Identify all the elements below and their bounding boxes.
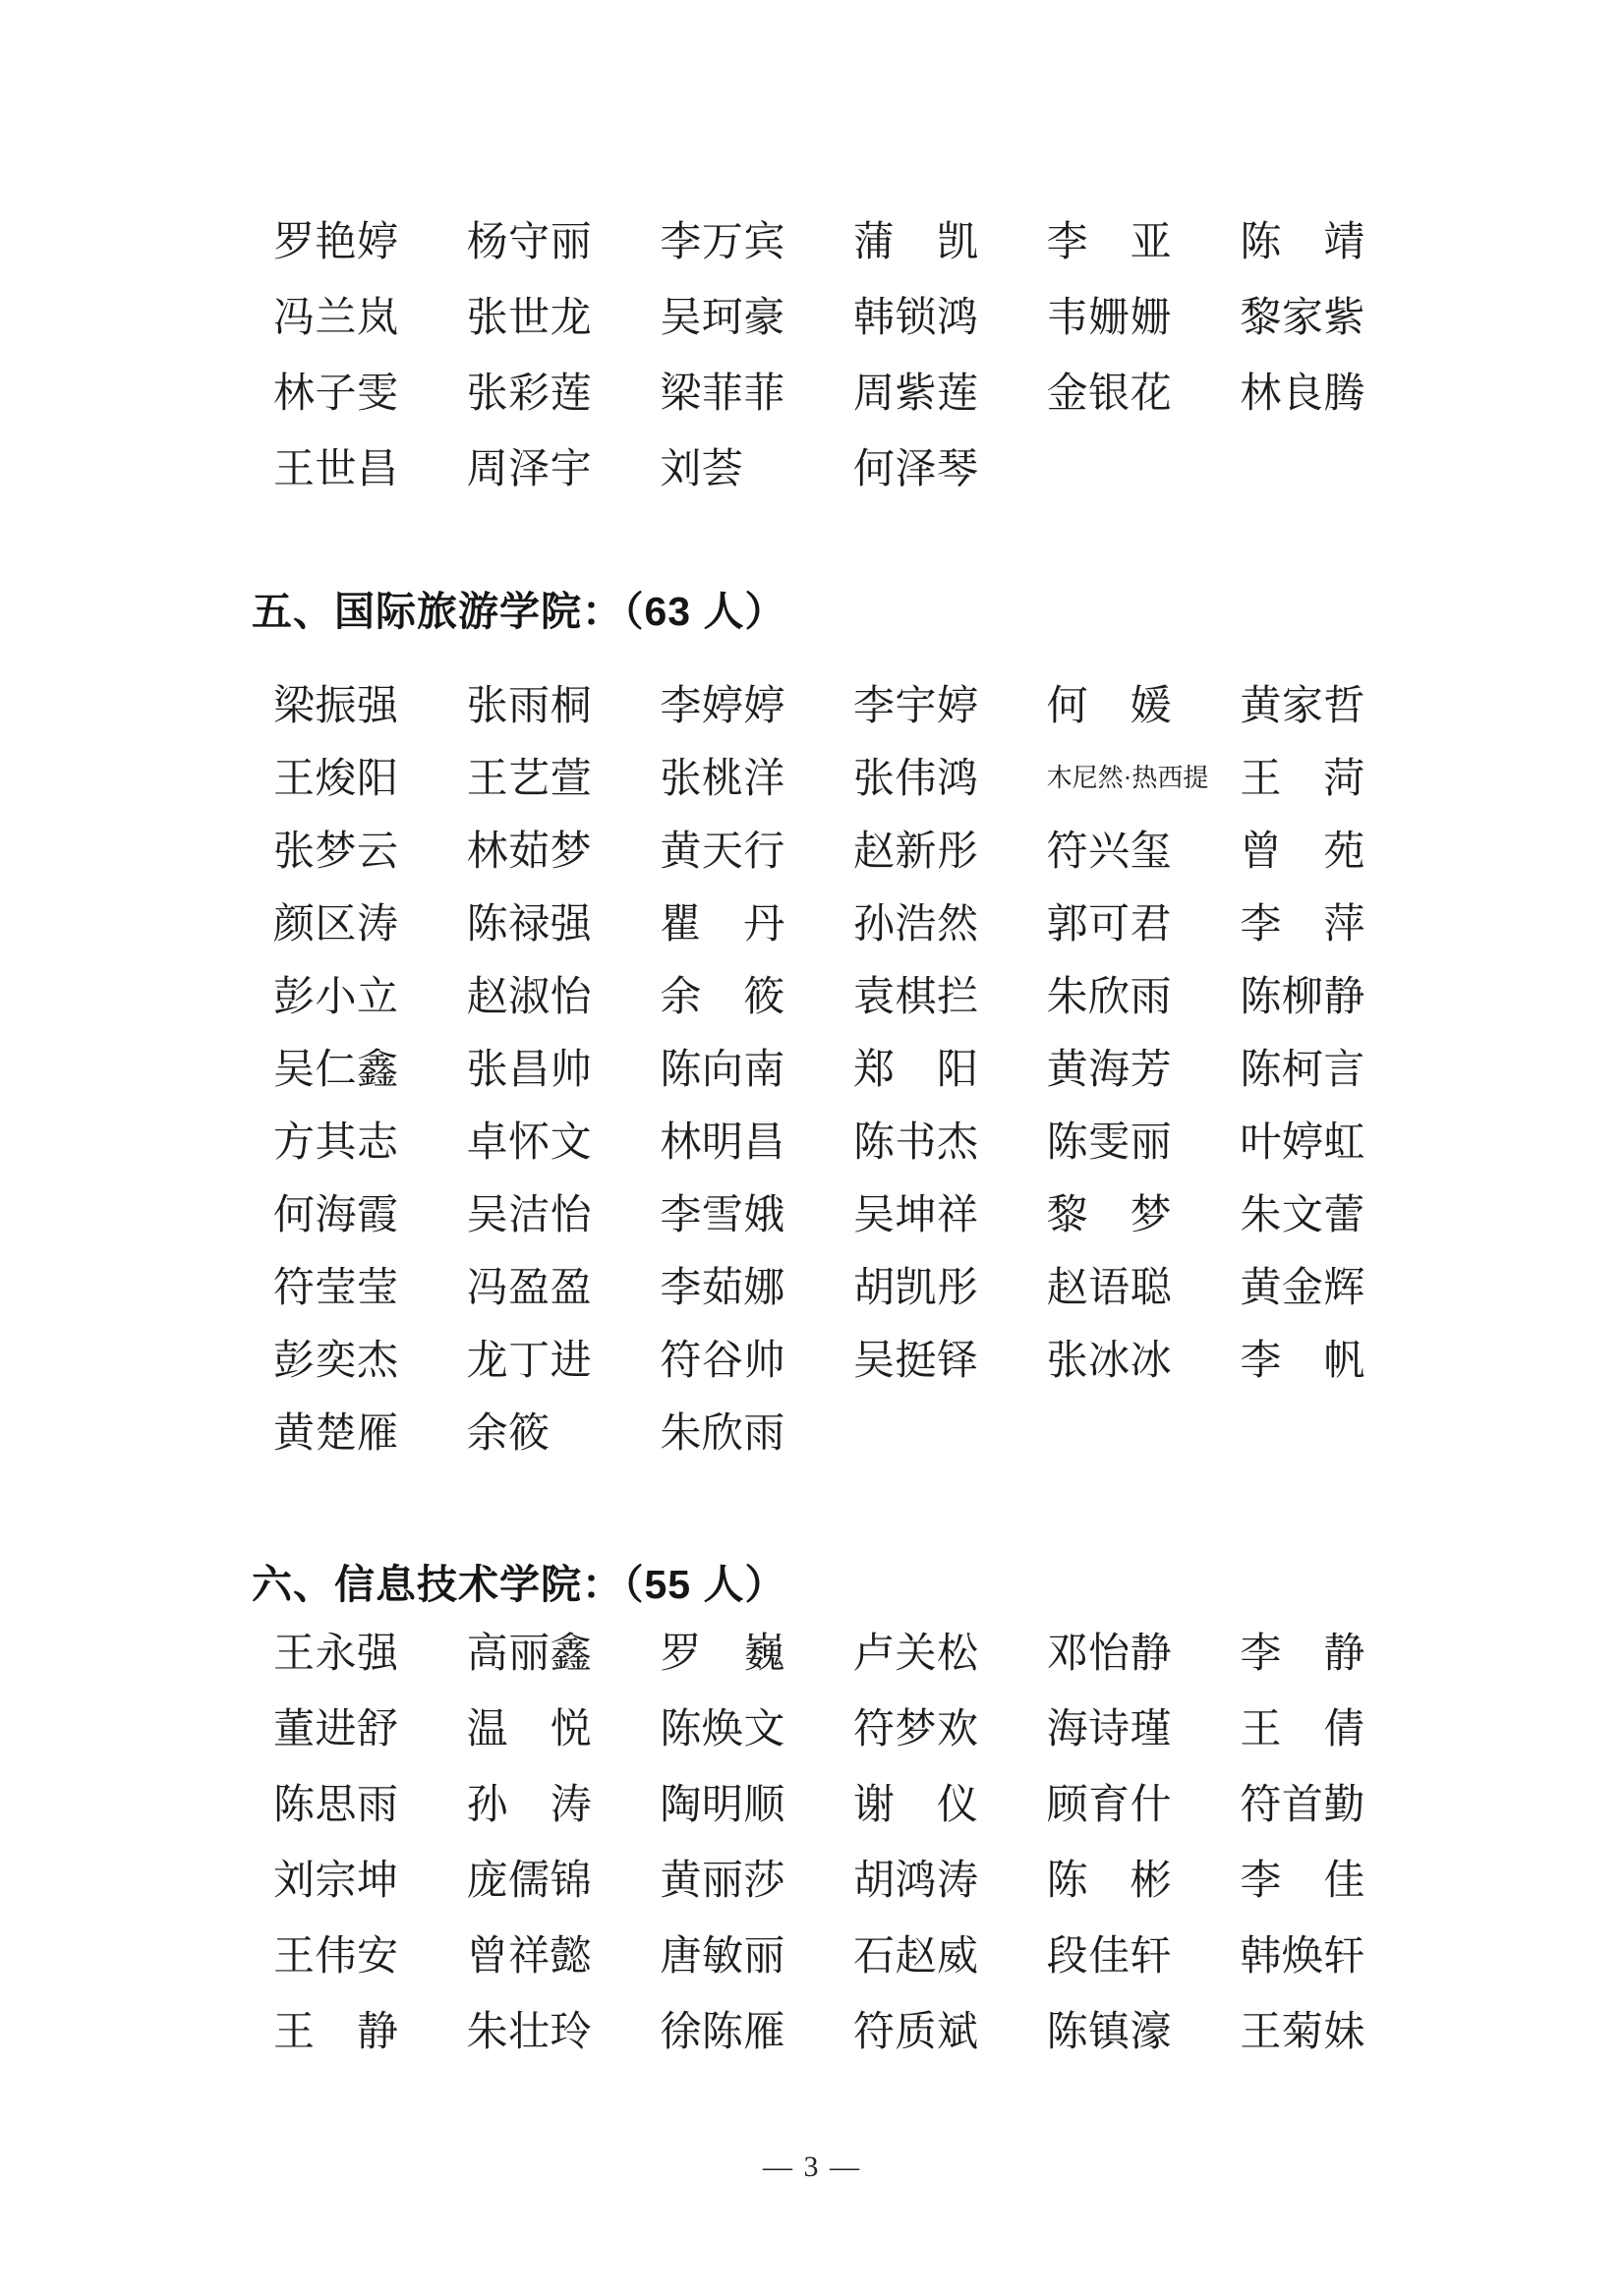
person-name: 李 亚 — [1046, 219, 1173, 265]
person-name: 庞儒锦 — [466, 1858, 593, 1904]
person-name: 陈柯言 — [1240, 1048, 1365, 1093]
person-name: 符梦欢 — [853, 1706, 979, 1752]
person-name: 符首勤 — [1240, 1782, 1365, 1828]
person-name: 陈禄强 — [466, 902, 593, 947]
person-name: 方其志 — [273, 1120, 399, 1166]
person-name: 梁菲菲 — [660, 371, 785, 417]
person-name: 周泽宇 — [466, 446, 593, 492]
person-name: 朱壮玲 — [466, 2009, 593, 2055]
person-name: 李 萍 — [1240, 902, 1365, 947]
person-name: 曾祥懿 — [466, 1933, 593, 1980]
person-name: 黄楚雁 — [273, 1411, 399, 1457]
person-name: 陶明顺 — [660, 1782, 785, 1828]
person-name: 张梦云 — [273, 830, 399, 875]
person-name: 李 佳 — [1240, 1858, 1365, 1904]
person-name: 张冰冰 — [1046, 1339, 1173, 1384]
person-name: 赵新彤 — [853, 830, 979, 875]
person-name: 黎 梦 — [1046, 1193, 1173, 1238]
person-name: 王 静 — [273, 2009, 399, 2055]
person-name: 余筱 — [466, 1411, 551, 1457]
person-name: 赵淑怡 — [466, 975, 593, 1020]
person-name: 王菊妹 — [1240, 2009, 1365, 2055]
person-name: 谢 仪 — [853, 1782, 979, 1828]
person-name: 高丽鑫 — [466, 1631, 593, 1677]
person-name: 符莹莹 — [273, 1266, 399, 1311]
person-name: 陈 靖 — [1240, 219, 1365, 265]
person-name: 黎家紫 — [1240, 295, 1365, 341]
person-name: 彭奕杰 — [273, 1339, 399, 1384]
person-name: 王 倩 — [1240, 1706, 1365, 1752]
person-name: 叶婷虹 — [1240, 1120, 1365, 1166]
person-name: 陈柳静 — [1240, 975, 1365, 1020]
person-name: 温 悦 — [466, 1706, 593, 1752]
person-name: 韩锁鸿 — [853, 295, 979, 341]
person-name: 林茹梦 — [466, 830, 593, 875]
person-name: 金银花 — [1046, 371, 1173, 417]
person-name: 曾 苑 — [1240, 830, 1365, 875]
person-name: 冯盈盈 — [466, 1266, 593, 1311]
person-name: 赵语聪 — [1046, 1266, 1173, 1311]
person-name: 张彩莲 — [466, 371, 593, 417]
person-name: 王艺萱 — [466, 757, 593, 802]
person-name: 朱欣雨 — [660, 1411, 785, 1457]
person-name: 李 静 — [1240, 1631, 1365, 1677]
person-name: 王伟安 — [273, 1933, 399, 1980]
person-name: 颜区涛 — [273, 902, 399, 947]
person-name: 吴珂豪 — [660, 295, 785, 341]
person-name: 王焌阳 — [273, 757, 399, 802]
person-name: 何泽琴 — [853, 446, 979, 492]
person-name: 黄海芳 — [1046, 1048, 1173, 1093]
person-name: 李婷婷 — [660, 684, 785, 729]
person-name: 陈雯丽 — [1046, 1120, 1173, 1166]
person-name: 符兴玺 — [1046, 830, 1173, 875]
person-name: 王 菏 — [1240, 757, 1365, 802]
person-name: 吴洁怡 — [466, 1193, 593, 1238]
person-name: 段佳轩 — [1046, 1933, 1173, 1980]
person-name: 张昌帅 — [466, 1048, 593, 1093]
person-name: 罗 巍 — [660, 1631, 785, 1677]
person-name: 唐敏丽 — [660, 1933, 785, 1980]
person-name: 朱欣雨 — [1046, 975, 1173, 1020]
page-number: — 3 — — [763, 2151, 861, 2183]
person-name: 顾育什 — [1046, 1782, 1173, 1828]
person-name: 郑 阳 — [853, 1048, 979, 1093]
person-name: 陈 彬 — [1046, 1858, 1173, 1904]
person-name: 刘荟 — [660, 446, 744, 492]
person-name: 陈思雨 — [273, 1782, 399, 1828]
person-name: 周紫莲 — [853, 371, 979, 417]
person-name: 孙浩然 — [853, 902, 979, 947]
person-name: 何 媛 — [1046, 684, 1173, 729]
person-name: 黄家哲 — [1240, 684, 1365, 729]
person-name: 李雪娥 — [660, 1193, 785, 1238]
person-name: 符质斌 — [853, 2009, 979, 2055]
person-name: 李万宾 — [660, 219, 785, 265]
person-name: 李 帆 — [1240, 1339, 1365, 1384]
person-name: 朱文蕾 — [1240, 1193, 1365, 1238]
person-name: 陈书杰 — [853, 1120, 979, 1166]
person-name: 李宇婷 — [853, 684, 979, 729]
person-name: 石赵威 — [853, 1933, 979, 1980]
person-name: 瞿 丹 — [660, 902, 785, 947]
person-name: 胡鸿涛 — [853, 1858, 979, 1904]
person-name: 海诗瑾 — [1046, 1706, 1173, 1752]
person-name: 孙 涛 — [466, 1782, 593, 1828]
person-name: 王世昌 — [273, 446, 399, 492]
person-name: 蒲 凯 — [853, 219, 979, 265]
person-name: 冯兰岚 — [273, 295, 399, 341]
person-name: 陈镇濠 — [1046, 2009, 1173, 2055]
person-name: 吴坤祥 — [853, 1193, 979, 1238]
person-name: 杨守丽 — [466, 219, 593, 265]
person-name: 陈向南 — [660, 1048, 785, 1093]
person-name: 木尼然·热西提 — [1046, 763, 1209, 792]
person-name: 黄丽莎 — [660, 1858, 785, 1904]
person-name: 梁振强 — [273, 684, 399, 729]
person-name: 黄金辉 — [1240, 1266, 1365, 1311]
person-name: 何海霞 — [273, 1193, 399, 1238]
person-name: 林明昌 — [660, 1120, 785, 1166]
person-name: 韦姗姗 — [1046, 295, 1173, 341]
person-name: 黄天行 — [660, 830, 785, 875]
person-name: 张世龙 — [466, 295, 593, 341]
person-name: 罗艳婷 — [273, 219, 399, 265]
person-name: 吴挺铎 — [853, 1339, 979, 1384]
person-name: 余 筱 — [660, 975, 785, 1020]
section-6-heading: 六、信息技术学院：（55 人） — [252, 1562, 786, 1607]
name-list-continuation — [273, 201, 1433, 503]
person-name: 林子雯 — [273, 371, 399, 417]
person-name: 徐陈雁 — [660, 2009, 785, 2055]
person-name: 李茹娜 — [660, 1266, 785, 1311]
person-name: 林良腾 — [1240, 371, 1365, 417]
name-list-section-6 — [273, 1612, 1433, 2066]
person-name: 张桃洋 — [660, 757, 785, 802]
person-name: 彭小立 — [273, 975, 399, 1020]
person-name: 张伟鸿 — [853, 757, 979, 802]
person-name: 龙丁进 — [466, 1339, 593, 1384]
person-name: 卓怀文 — [466, 1120, 593, 1166]
person-name: 韩焕轩 — [1240, 1933, 1365, 1980]
person-name: 董进舒 — [273, 1706, 399, 1752]
person-name: 王永强 — [273, 1631, 399, 1677]
section-5-heading: 五、国际旅游学院：（63 人） — [252, 589, 786, 634]
person-name: 符谷帅 — [660, 1339, 785, 1384]
person-name: 胡凯彤 — [853, 1266, 979, 1311]
person-name: 张雨桐 — [466, 684, 593, 729]
person-name: 陈焕文 — [660, 1706, 785, 1752]
person-name: 郭可君 — [1046, 902, 1173, 947]
person-name: 吴仁鑫 — [273, 1048, 399, 1093]
person-name: 袁棋拦 — [853, 975, 979, 1020]
person-name: 刘宗坤 — [273, 1858, 399, 1904]
person-name: 卢关松 — [853, 1631, 979, 1677]
person-name: 邓怡静 — [1046, 1631, 1173, 1677]
name-list-section-5 — [273, 666, 1433, 1466]
